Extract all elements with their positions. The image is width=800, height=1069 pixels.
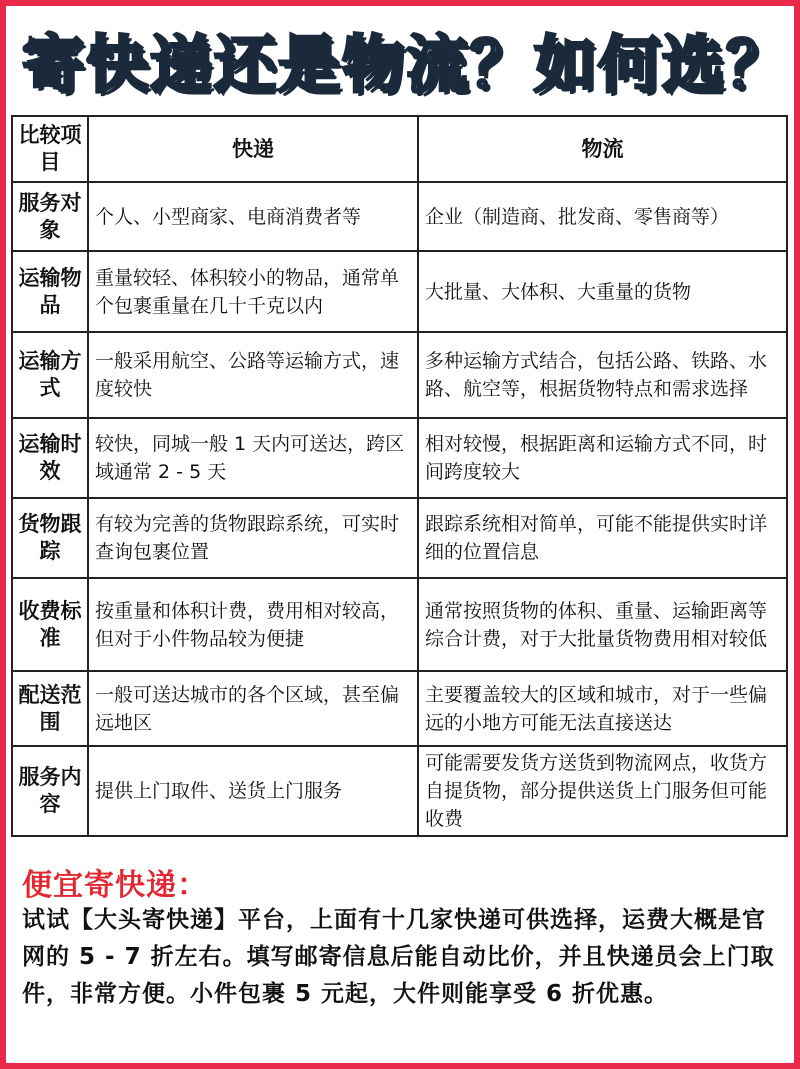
logistics-cell: 通常按照货物的体积、重量、运输距离等综合计费，对于大批量货物费用相对较低 <box>418 578 787 671</box>
express-cell: 提供上门取件、送货上门服务 <box>88 746 418 836</box>
express-cell: 一般采用航空、公路等运输方式，速度较快 <box>88 332 418 418</box>
table-row <box>12 578 787 671</box>
comparison-table <box>11 115 788 837</box>
header-express: 快递 <box>88 116 418 182</box>
logistics-cell: 大批量、大体积、大重量的货物 <box>418 251 787 332</box>
header-logistics: 物流 <box>418 116 787 182</box>
table-row <box>12 671 787 746</box>
express-cell: 有较为完善的货物跟踪系统，可实时查询包裹位置 <box>88 498 418 578</box>
row-label: 货物跟踪 <box>12 498 88 578</box>
logistics-cell: 相对较慢，根据距离和运输方式不同，时间跨度较大 <box>418 418 787 498</box>
logistics-cell: 多种运输方式结合，包括公路、铁路、水路、航空等，根据货物特点和需求选择 <box>418 332 787 418</box>
page-title: 寄快递还是物流？如何选？ <box>21 28 790 101</box>
promo-body: 试试【大头寄快递】平台，上面有十几家快递可供选择，运费大概是官网的 5 - 7 折左右。填写邮寄信息后能自动比价，并且快递员会上门取件，非常方便。小件包裹 5 元起，大件则能享受 6 折优惠。 <box>22 907 775 1007</box>
express-cell: 较快，同城一般 1 天内可送达，跨区域通常 2 - 5 天 <box>88 418 418 498</box>
express-cell: 个人、小型商家、电商消费者等 <box>88 182 418 251</box>
table-row <box>12 498 787 578</box>
express-cell: 重量较轻、体积较小的物品，通常单个包裹重量在几十千克以内 <box>88 251 418 332</box>
logistics-cell: 主要覆盖较大的区域和城市，对于一些偏远的小地方可能无法直接送达 <box>418 671 787 746</box>
express-cell: 一般可送达城市的各个区域，甚至偏远地区 <box>88 671 418 746</box>
table-header-row <box>12 116 787 182</box>
header-label: 比较项目 <box>12 116 88 182</box>
row-label: 服务内容 <box>12 746 88 836</box>
row-label: 运输时效 <box>12 418 88 498</box>
table-row <box>12 182 787 251</box>
table-row <box>12 746 787 836</box>
table-row <box>12 332 787 418</box>
table-row <box>12 418 787 498</box>
logistics-cell: 企业（制造商、批发商、零售商等） <box>418 182 787 251</box>
logistics-cell: 可能需要发货方送货到物流网点，收货方自提货物，部分提供送货上门服务但可能收费 <box>418 746 787 836</box>
row-label: 运输方式 <box>12 332 88 418</box>
row-label: 服务对象 <box>12 182 88 251</box>
express-cell: 按重量和体积计费，费用相对较高，但对于小件物品较为便捷 <box>88 578 418 671</box>
logistics-cell: 跟踪系统相对简单，可能不能提供实时详细的位置信息 <box>418 498 787 578</box>
row-label: 配送范围 <box>12 671 88 746</box>
row-label: 收费标准 <box>12 578 88 671</box>
table-row <box>12 251 787 332</box>
row-label: 运输物品 <box>12 251 88 332</box>
promo-title: 便宜寄快递： <box>22 868 208 903</box>
